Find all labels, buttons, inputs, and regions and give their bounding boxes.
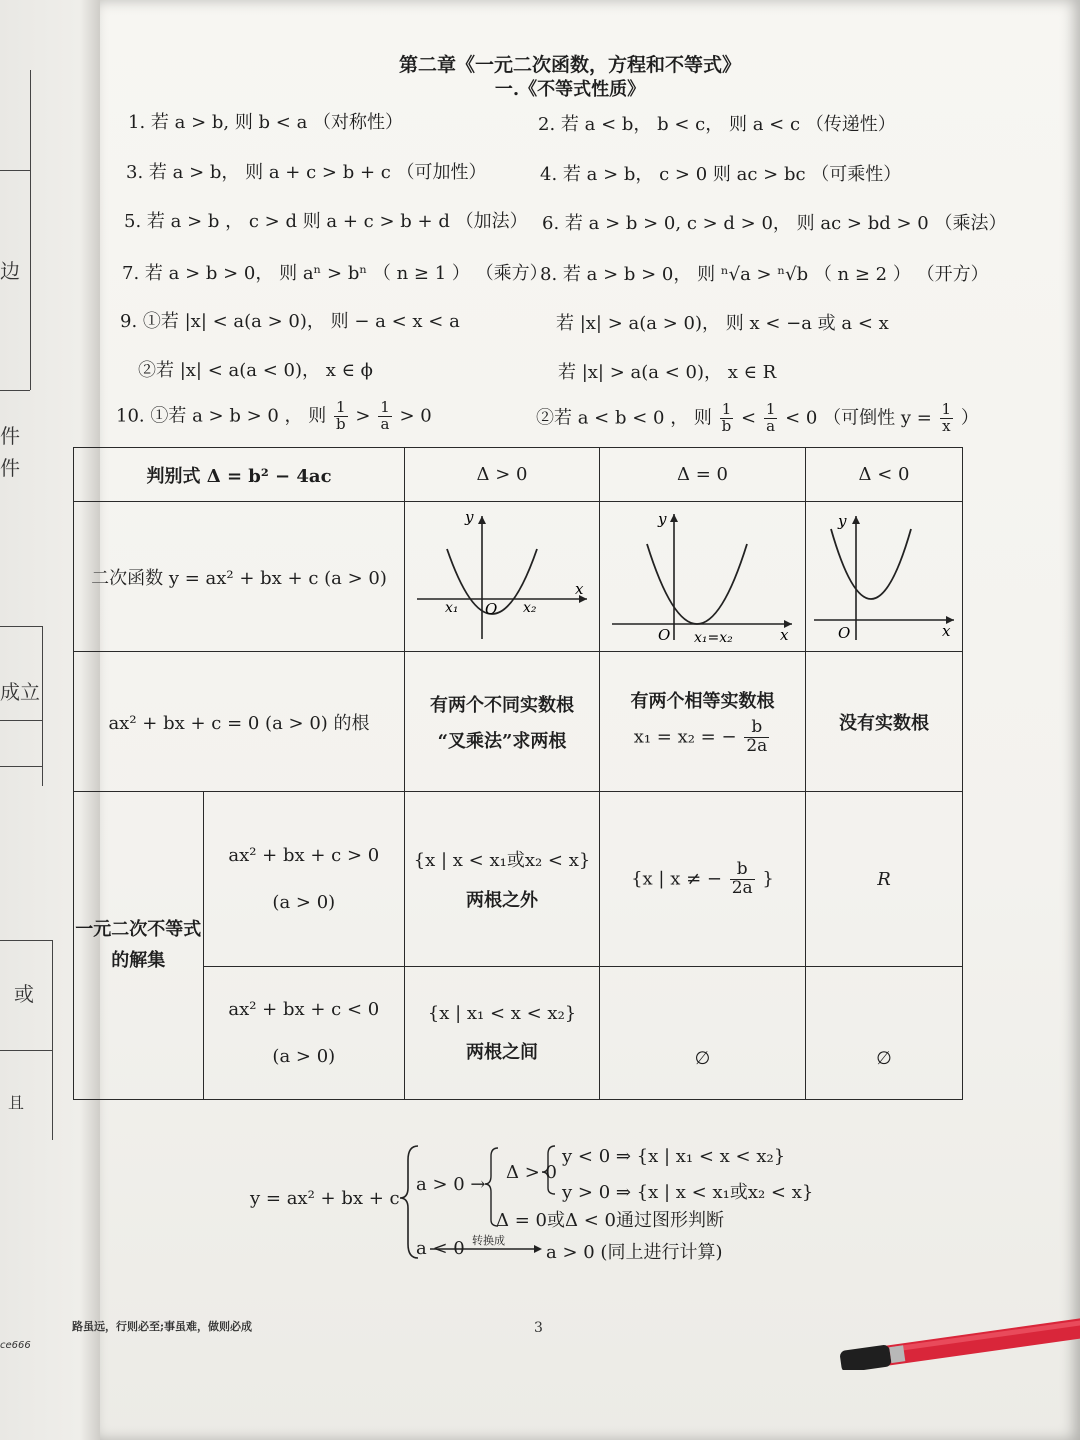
- red-pen-drawing: [832, 1290, 1080, 1370]
- roots-one-formula-lhs: x₁ = x₂ = −: [633, 726, 737, 748]
- left-page-rule: [0, 940, 52, 941]
- ineq-gt-zero-rhs: }: [762, 868, 774, 889]
- graph-one-root: [600, 502, 806, 652]
- x-axis-label: x: [575, 580, 584, 598]
- ineq-gt-two-roots: [405, 792, 600, 967]
- ineq-gt-note: 两根之外: [466, 890, 538, 911]
- ineq-lt-solution: {x | x₁ < x < x₂}: [427, 1002, 577, 1024]
- ineq-lt-condition: (a > 0): [272, 1046, 336, 1067]
- table-row: [74, 652, 963, 792]
- summary-function: y = ax² + bx + c: [250, 1188, 400, 1209]
- parabola-curve: [647, 544, 747, 624]
- summary-a-positive: a > 0 →: [416, 1174, 486, 1195]
- property-5: 5. 若 a > b ， c > d 则 a + c > b + d （加法）: [124, 211, 528, 232]
- y-axis-arrow: [852, 516, 860, 524]
- property-2: 2. 若 a < b， b < c， 则 a < c （传递性）: [538, 114, 896, 135]
- discriminant-header: 判别式 Δ = b² − 4ac: [74, 448, 405, 502]
- inequality-group-label: 一元二次不等式的解集: [74, 792, 204, 1100]
- double-root-label: x₁=x₂: [694, 630, 734, 644]
- left-page-rule: [0, 390, 30, 391]
- property-1: 1. 若 a > b, 则 b < a （对称性）: [128, 112, 404, 133]
- parabola-curve: [831, 529, 911, 599]
- roots-two: [405, 652, 600, 792]
- left-page-rule: [0, 766, 42, 767]
- textbook-page: [72, 0, 1080, 1440]
- summary-delta-positive: Δ > 0: [506, 1162, 557, 1183]
- y-axis-arrow: [478, 516, 486, 524]
- pen-cap: [839, 1344, 892, 1370]
- summary-delta-other: Δ = 0或Δ < 0通过图形判断: [496, 1210, 724, 1231]
- property-7: 7. 若 a > b > 0， 则 aⁿ > bⁿ （ n ≥ 1 ） （乘方）: [122, 263, 548, 284]
- graph-no-root: [805, 502, 962, 652]
- roots-two-line1: 有两个不同实数根: [430, 694, 574, 716]
- property-10b-text: ②若 a < b < 0 ， 则: [536, 407, 712, 429]
- left-page-rule: [0, 170, 30, 171]
- footer-motto: 路虽远，行则必至;事虽难，做则必成: [72, 1320, 253, 1333]
- fraction-1-over-a: $\frac{1}{a}$: [380, 398, 390, 433]
- left-page-fragment: ce666: [0, 1340, 31, 1351]
- left-page-rule: [30, 170, 31, 390]
- fraction-1-over-b: $\frac{1}{b}$: [336, 398, 346, 433]
- property-4: 4. 若 a > b， c > 0 则 ac > bc （可乘性）: [540, 164, 902, 185]
- left-page-fragment: 件: [0, 424, 20, 448]
- roots-two-line2: “叉乘法”求两根: [437, 730, 567, 752]
- ineq-gt-condition: (a > 0): [272, 892, 336, 913]
- parabola-one-root-graph: [602, 504, 802, 644]
- property-6: 6. 若 a > b > 0, c > d > 0， 则 ac > bd > 0 （乘法）: [542, 213, 1007, 234]
- roots-label: ax² + bx + c = 0 (a > 0) 的根: [74, 652, 405, 792]
- fraction-1-over-b: $\frac{1}{b}$: [721, 400, 732, 435]
- red-pen: [832, 1290, 1080, 1370]
- ineq-gt-expression: ax² + bx + c > 0: [228, 845, 380, 866]
- summary-a-negative-rhs: a > 0 (同上进行计算): [546, 1242, 723, 1263]
- parabola-two-roots-graph: [407, 504, 597, 644]
- ineq-lt-no-root: ∅: [805, 967, 962, 1100]
- summary-bracket-diagram: [250, 1140, 950, 1270]
- col-delta-neg: Δ < 0: [805, 448, 962, 502]
- ineq-lt-two-roots: [405, 967, 600, 1100]
- y-axis-label: y: [838, 512, 847, 530]
- property-10b: [536, 402, 979, 435]
- left-page-fragment: 或: [14, 982, 34, 1006]
- ineq-lt-expr: [203, 967, 404, 1100]
- col-delta-pos: Δ > 0: [405, 448, 600, 502]
- chapter-title: 第二章《一元二次函数，方程和不等式》: [398, 54, 741, 76]
- left-page-rule: [0, 1050, 52, 1051]
- page-number: 3: [534, 1320, 543, 1336]
- summary-y-negative: y < 0 ⇒ {x | x₁ < x < x₂}: [562, 1146, 786, 1167]
- graph-two-roots: [405, 502, 600, 652]
- ineq-lt-expression: ax² + bx + c < 0: [228, 999, 380, 1020]
- ineq-lt-note: 两根之间: [466, 1041, 538, 1063]
- property-9c: ②若 |x| < a(a < 0)， x ∈ ϕ: [138, 360, 373, 381]
- section-title: 一.《不等式性质》: [494, 79, 646, 100]
- ineq-gt-one-root: [600, 792, 806, 967]
- root-x2-label: x₂: [523, 600, 537, 616]
- table-row: [74, 502, 963, 652]
- roots-one: [600, 652, 806, 792]
- table-row: [74, 448, 963, 502]
- roots-one-formula: [600, 719, 805, 756]
- gt-sign: >: [355, 405, 371, 427]
- quadratic-summary-table: [73, 447, 963, 1100]
- root-x1-label: x₁: [445, 600, 459, 616]
- ineq-gt-solution: {x | x < x₁或x₂ < x}: [413, 850, 591, 871]
- left-page-rule: [30, 70, 31, 170]
- y-axis-arrow: [670, 514, 678, 522]
- fraction-1-over-a: $\frac{1}{a}$: [765, 400, 776, 435]
- summary-convert-label: 转换成: [472, 1234, 505, 1247]
- property-10a-text: 10. ①若 a > b > 0 ， 则: [116, 405, 327, 427]
- convert-arrow-head: [534, 1245, 542, 1253]
- summary-a-negative: a < 0: [416, 1238, 465, 1259]
- left-page-rule: [0, 626, 42, 627]
- quad-func-label: 二次函数 y = ax² + bx + c (a > 0): [74, 502, 405, 652]
- property-9a: 9. ①若 |x| < a(a > 0)， 则 − a < x < a: [120, 311, 460, 332]
- summary-y-positive: y > 0 ⇒ {x | x < x₁或x₂ < x}: [562, 1182, 814, 1203]
- close-paren: ）: [960, 407, 979, 429]
- ineq-gt-zero-lhs: {x | x ≠ −: [631, 868, 722, 889]
- lt-sign: <: [741, 407, 757, 429]
- x-axis-label: x: [780, 626, 789, 644]
- origin-label: O: [658, 626, 671, 644]
- origin-label: O: [485, 600, 498, 618]
- left-page-fragment: 边: [0, 259, 20, 283]
- fraction-b-over-2a: $\frac{b}{2a}$: [731, 858, 753, 898]
- property-8: 8. 若 a > b > 0， 则 ⁿ√a > ⁿ√b （ n ≥ 2 ） （开方）: [540, 264, 989, 285]
- table-row: [74, 792, 963, 967]
- y-axis-label: y: [465, 508, 474, 526]
- left-page-fragment: 成立: [0, 680, 40, 704]
- left-page-fragment: 且: [8, 1093, 25, 1112]
- ineq-gt-expr: [203, 792, 404, 967]
- table-row: [74, 967, 963, 1100]
- gt-zero: > 0: [399, 405, 432, 427]
- col-delta-zero: Δ = 0: [600, 448, 806, 502]
- ineq-lt-one-root: ∅: [600, 967, 806, 1100]
- reciprocal-note: （可倒性 y =: [823, 407, 932, 429]
- left-page-rule: [52, 940, 53, 1140]
- parabola-no-root-graph: [806, 504, 961, 644]
- left-page-fragment: 件: [0, 456, 20, 480]
- left-page-rule: [42, 626, 43, 786]
- left-page-rule: [0, 720, 42, 721]
- property-10a: [116, 400, 432, 433]
- pen-ring: [889, 1345, 905, 1363]
- property-9b: 若 |x| > a(a > 0)， 则 x < −a 或 a < x: [556, 313, 889, 334]
- fraction-b-over-2a: $\frac{b}{2a}$: [746, 717, 768, 756]
- roots-one-line1: 有两个相等实数根: [630, 691, 775, 713]
- ineq-gt-no-root: R: [805, 792, 962, 967]
- lt-zero: < 0: [785, 407, 818, 429]
- y-axis-label: y: [658, 510, 667, 528]
- property-3: 3. 若 a > b， 则 a + c > b + c （可加性）: [126, 162, 487, 183]
- fraction-1-over-x: $\frac{1}{x}$: [941, 400, 952, 435]
- roots-none: 没有实数根: [805, 652, 962, 792]
- property-9d: 若 |x| > a(a < 0)， x ∈ R: [558, 362, 777, 383]
- x-axis-label: x: [942, 622, 951, 640]
- origin-label: O: [838, 624, 851, 642]
